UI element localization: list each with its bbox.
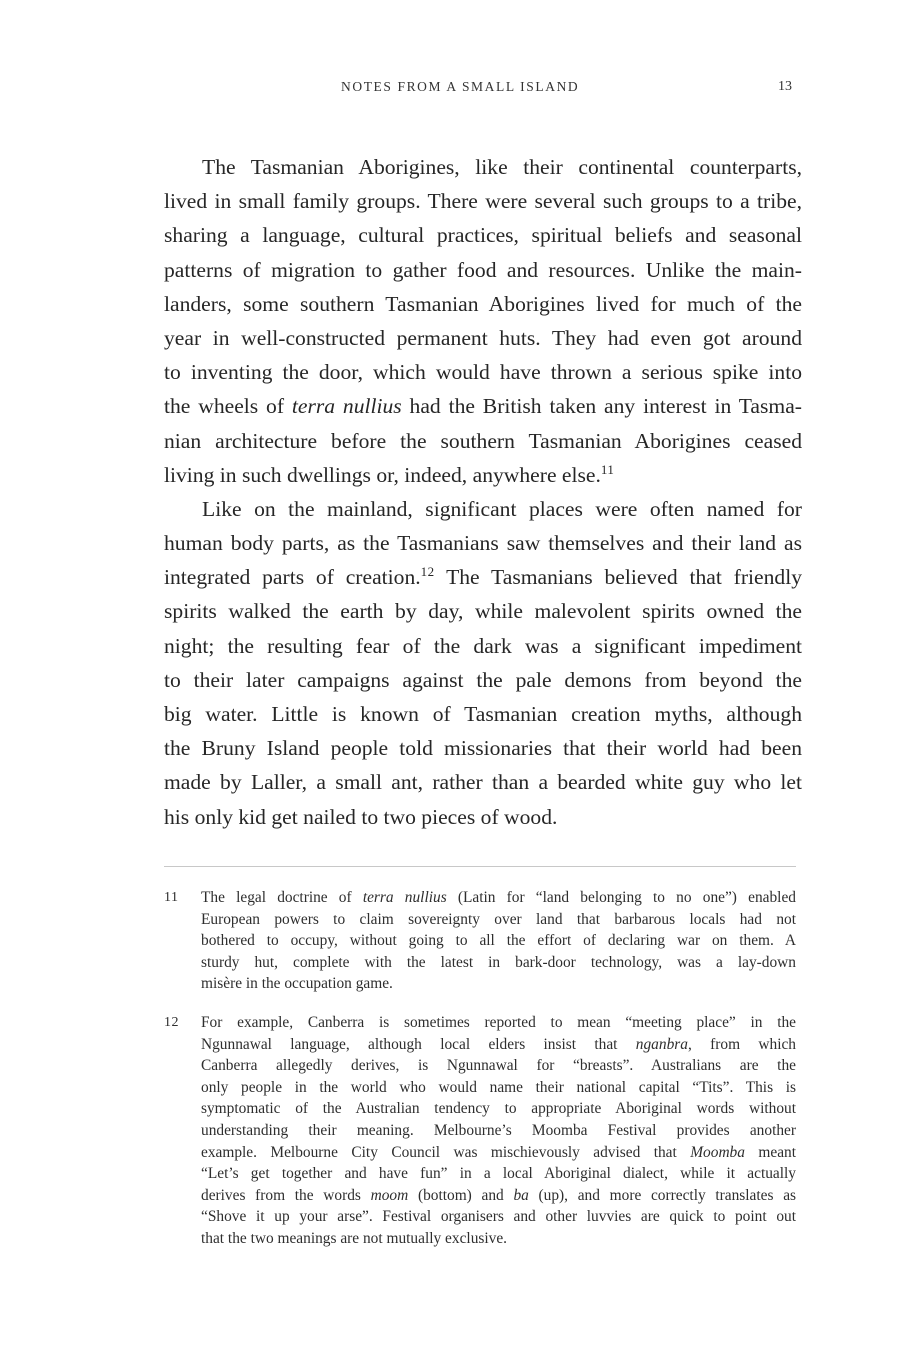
footnote-line: derives from the words moom (bottom) and ba (up), and more correctly translates as (201, 1186, 797, 1204)
italic-term: Moomba (690, 1143, 745, 1161)
text-line: lived in small family groups. There were several such groups to a tribe, (164, 189, 802, 214)
footnote-line: only people in the world who would name their national capital “Tits”. This is (201, 1078, 796, 1096)
running-head: NOTES FROM A SMALL ISLAND (341, 79, 580, 94)
text-line: patterns of migration to gather food and resources. Unlike the main- (164, 257, 802, 282)
text-line: the wheels of terra nullius had the British taken any interest in Tasma- (164, 394, 802, 419)
text-line: nian architecture before the southern Tasmanian Aborigines ceased (164, 428, 802, 453)
footnote-number: 12 (164, 1015, 179, 1030)
text-line: to inventing the door, which would have thrown a serious spike into (164, 360, 802, 385)
paragraph-1 (164, 150, 802, 492)
footnote-line: Ngunnawal language, although local elders insist that nganbra, from which (201, 1035, 796, 1053)
text-line: integrated parts of creation.$^{12}$ The Tasmanians believed that friendly (164, 564, 802, 590)
footnote-line: European powers to claim sovereignty over land that barbarous locals had not (201, 910, 796, 928)
footnote-11 (164, 887, 796, 995)
footnote-line: understanding their meaning. Melbourne’s Moomba Festival provides another (201, 1121, 796, 1139)
footnote-line: misère in the occupation game. (201, 975, 393, 993)
text-line: the Bruny Island people told missionaries that their world had been (164, 736, 802, 761)
footnote-number: 11 (164, 890, 179, 905)
text-line: night; the resulting fear of the dark was a significant impediment (164, 633, 802, 658)
footnote-ref-12[interactable]: 12 (420, 564, 435, 580)
text-line: spirits walked the earth by day, while malevolent spirits owned the (164, 599, 802, 624)
footnote-line: The legal doctrine of terra nullius (Latin for “land belonging to no one”) enabled (201, 889, 796, 906)
text-line: year in well-constructed permanent huts. They had even got around (164, 325, 802, 350)
body-text (164, 150, 802, 834)
footnote-line: that the two meanings are not mutually exclusive. (201, 1229, 508, 1247)
footnote-12 (164, 1012, 796, 1250)
footnote-line: Canberra allegedly derives, is Ngunnawal for “breasts”. Australians are the (201, 1057, 796, 1075)
footnote-divider (164, 866, 796, 867)
footnote-ref-11[interactable]: 11 (600, 461, 615, 477)
text-line: sharing a language, cultural practices, spiritual beliefs and seasonal (164, 223, 802, 248)
italic-term: nganbra (635, 1035, 688, 1053)
footnote-line: bothered to occupy, without going to all the effort of declaring war on them. A (201, 932, 796, 950)
text-line: Like on the mainland, significant places were often named for (202, 496, 802, 521)
text-line: landers, some southern Tasmanian Aborigines lived for much of the (164, 291, 802, 316)
italic-term: terra nullius (291, 394, 402, 419)
footnote-line: symptomatic of the Australian tendency to appropriate Aboriginal words without (201, 1100, 796, 1118)
text-line: human body parts, as the Tasmanians saw themselves and their land as (164, 531, 802, 556)
text-line: made by Laller, a small ant, rather than a bearded white guy who let (164, 770, 802, 795)
footnote-line: example. Melbourne City Council was mischievously advised that Moomba meant (201, 1143, 796, 1161)
footnote-line: For example, Canberra is sometimes reported to mean “meeting place” in the (201, 1014, 796, 1031)
footnote-line: sturdy hut, complete with the latest in bark-door technology, was a lay-down (201, 953, 796, 971)
text-line: his only kid get nailed to two pieces of wood. (164, 804, 558, 829)
footnote-line: “Shove it up your arse”. Festival organisers and other luvvies are quick to point out (201, 1208, 796, 1226)
text-line: big water. Little is known of Tasmanian creation myths, although (164, 702, 802, 726)
text-line: to their later campaigns against the pale demons from beyond the (164, 667, 802, 692)
italic-term: ba (513, 1186, 529, 1204)
text-line: living in such dwellings or, indeed, anywhere else.$^{11}$ (164, 461, 615, 487)
italic-term: terra nullius (362, 889, 447, 906)
page-number: 13 (778, 79, 792, 94)
italic-term: moom (370, 1186, 409, 1204)
footnote-line: “Let’s get together and have fun” in a local Aboriginal dialect, while it actually (201, 1165, 796, 1183)
text-line: The Tasmanian Aborigines, like their continental counterparts, (202, 155, 802, 179)
paragraph-2 (164, 492, 802, 834)
